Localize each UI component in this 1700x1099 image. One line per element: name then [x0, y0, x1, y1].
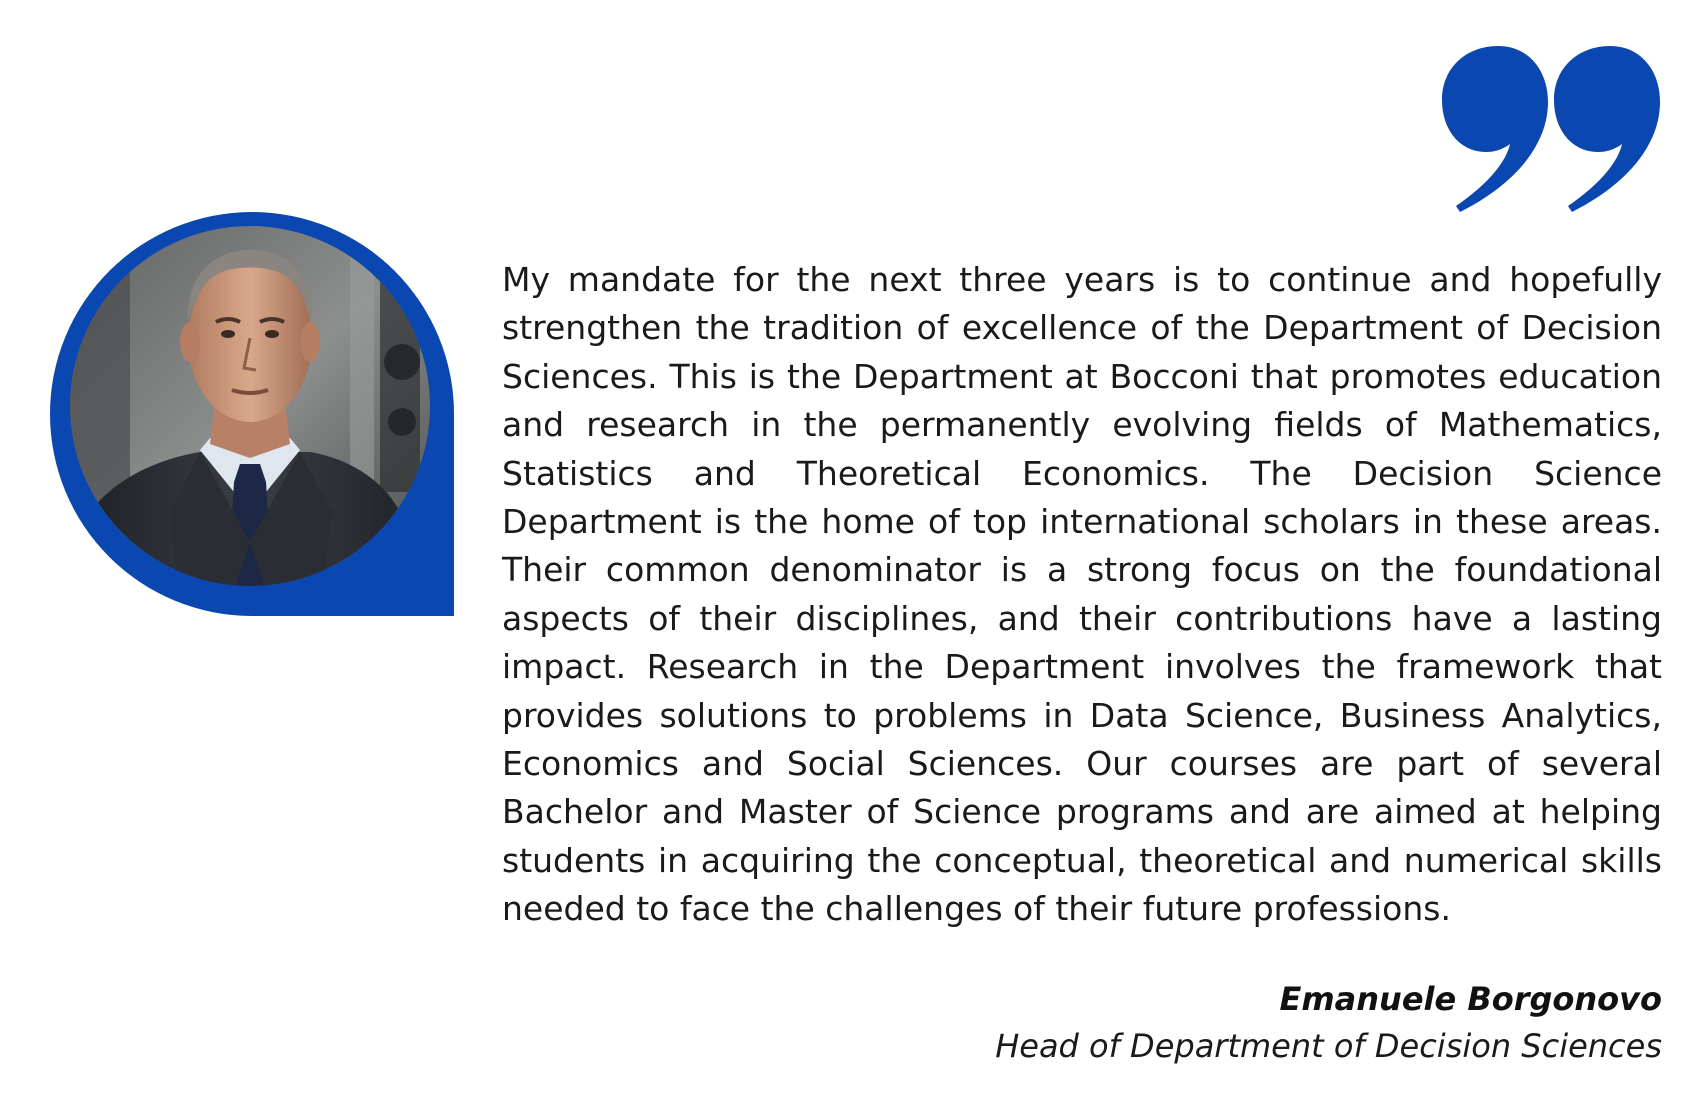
attribution-role: Head of Department of Decision Sciences — [995, 1027, 1662, 1065]
quote-text: My mandate for the next three years is to continue and hopefully strengthen the tradition of excellence of the Department of Decision Sciences. This is the Department at Bocconi that promotes education and research in the permanently evolving fields of Mathematics, Statistics and Theoretical Economics. The Decision Science Department is the home of top international scholars in these areas. Their common denominator is a strong focus on the foundational aspects of their disciplines, and their contributions have a lasting impact. Research in the Department involves the framework that provides solutions to problems in Data Science, Business Analytics, Economics and Social Sciences. Our courses are part of several Bachelor and Master of Science programs and are aimed at helping students in acquiring the conceptual, theoretical and numerical skills needed to face the challenges of their future professions. — [502, 260, 1662, 929]
portrait-badge — [50, 212, 454, 616]
attribution — [995, 976, 1662, 1070]
closing-quotation-mark-icon — [1440, 44, 1662, 214]
attribution-name: Emanuele Borgonovo — [1279, 980, 1662, 1018]
